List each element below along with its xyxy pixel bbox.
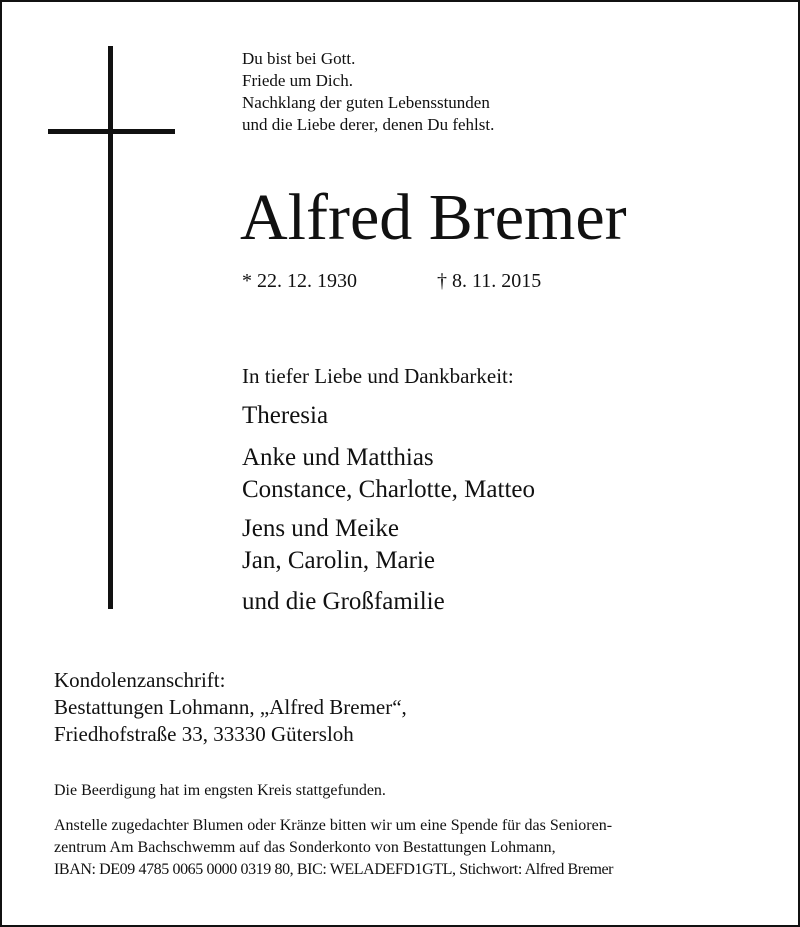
condolence-address	[54, 667, 407, 748]
mourner-line: Theresia	[242, 402, 329, 429]
cross-horizontal-bar	[48, 129, 175, 134]
verse-line: Du bist bei Gott.	[242, 49, 356, 68]
memorial-verse	[242, 48, 494, 136]
deceased-name: Alfred Bremer	[240, 181, 627, 254]
mourner-line: Constance, Charlotte, Matteo	[242, 476, 535, 503]
donation-line: IBAN: DE09 4785 0065 0000 0319 80, BIC: WELADEFD1GTL, Stichwort: Alfred Bremer	[54, 861, 614, 878]
death-date: † 8. 11. 2015	[437, 270, 542, 292]
verse-line: und die Liebe derer, denen Du fehlst.	[242, 115, 495, 134]
donation-line: zentrum Am Bachschwemm auf das Sonderkonto von Bestattungen Lohmann,	[54, 839, 556, 856]
mourner-line: und die Großfamilie	[242, 588, 445, 615]
mourner-line: Jan, Carolin, Marie	[242, 547, 436, 574]
mourner-line: Jens und Meike	[242, 515, 399, 542]
funeral-note: Die Beerdigung hat im engsten Kreis stattgefunden.	[54, 782, 386, 799]
mourner-line: Anke und Matthias	[242, 444, 434, 471]
condolence-heading: Kondolenzanschrift:	[54, 668, 226, 692]
mourners-intro: In tiefer Liebe und Dankbarkeit:	[242, 364, 514, 388]
condolence-line: Bestattungen Lohmann, „Alfred Bremer“,	[54, 695, 407, 719]
donation-request	[54, 815, 746, 881]
condolence-line: Friedhofstraße 33, 33330 Gütersloh	[54, 722, 354, 746]
birth-date: * 22. 12. 1930	[242, 270, 357, 292]
donation-line: Anstelle zugedachter Blumen oder Kränze bitten wir um eine Spende für das Senioren-	[54, 817, 613, 834]
verse-line: Friede um Dich.	[242, 71, 353, 90]
verse-line: Nachklang der guten Lebensstunden	[242, 93, 490, 112]
